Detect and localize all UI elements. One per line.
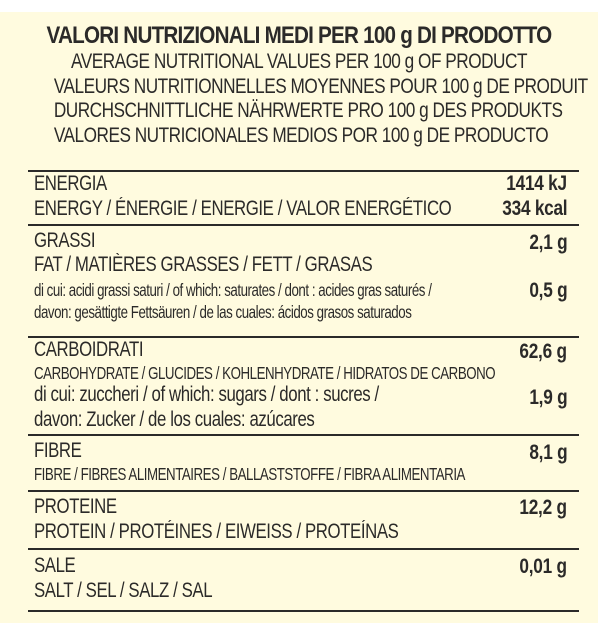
salt-label: SALE (34, 554, 76, 577)
fibre-value: 8,1 g (528, 441, 567, 464)
header-title-german: DURCHSCHNITTLICHE NÄHRWERTE PRO 100 g DES PRODUKTS (53, 99, 563, 122)
saturates-value: 0,5 g (528, 279, 567, 302)
energy-label: ENERGIA (34, 172, 107, 195)
protein-label: PROTEINE (34, 495, 117, 518)
sugars-label-line-2: davon: Zucker / de los cuales: azúcares (34, 408, 315, 431)
salt-value: 0,01 g (519, 555, 567, 578)
header-title-spanish: VALORES NUTRICIONALES MEDIOS POR 100 g DE PRODUCTO (53, 123, 549, 147)
fibre-label: FIBRE (34, 439, 82, 462)
header-title-english: AVERAGE NUTRITIONAL VALUES PER 100 g OF PRODUCT (71, 50, 527, 73)
carbohydrate-label: CARBOIDRATI (34, 338, 144, 361)
saturates-label-line-1: di cui: acidi grassi saturi / of which: saturates / dont : acides gras saturés / (34, 280, 432, 300)
salt-row (28, 550, 579, 610)
carbohydrate-label-translations: CARBOHYDRATE / GLUCIDES / KOHLENHYDRATE / HIDRATOS DE CARBONO (34, 363, 496, 383)
top-white-strip (0, 0, 598, 12)
fat-label-translations: FAT / MATIÈRES GRASSES / FETT / GRASAS (34, 253, 373, 276)
fibre-label-translations: FIBRE / FIBRES ALIMENTAIRES / BALLASTSTOFFE / FIBRA ALIMENTARIA (34, 464, 465, 484)
header-title: VALORI NUTRIZIONALI MEDI PER 100 g DI PRODOTTO (46, 22, 552, 49)
energy-row (28, 172, 579, 224)
fat-value: 2,1 g (528, 231, 567, 254)
energy-kcal-value: 334 kcal (501, 197, 567, 220)
fat-label: GRASSI (34, 229, 96, 252)
carbohydrate-row (28, 338, 579, 434)
sugars-value: 1,9 g (528, 386, 567, 409)
protein-value: 12,2 g (519, 496, 567, 519)
energy-kj-value: 1414 kJ (506, 172, 567, 195)
saturates-label-line-2: davon: gesättigte Fettsäuren / de las cuales: ácidos grasos saturados (34, 302, 412, 322)
protein-row (28, 492, 579, 548)
label-header (0, 22, 598, 148)
sugars-label-line-1: di cui: zuccheri / of which: sugars / dont : sucres / (34, 383, 379, 406)
fibre-row (28, 436, 579, 490)
nutrition-table (28, 170, 579, 612)
fat-row (28, 226, 579, 336)
carbohydrate-value: 62,6 g (519, 340, 567, 363)
header-title-french: VALEURS NUTRITIONNELLES MOYENNES POUR 100 g DE PRODUIT (53, 74, 588, 98)
energy-label-translations: ENERGY / ÉNERGIE / ENERGIE / VALOR ENERGÉTICO (34, 197, 452, 220)
protein-label-translations: PROTEIN / PROTÉINES / EIWEISS / PROTEÍNAS (34, 520, 399, 543)
salt-label-translations: SALT / SEL / SALZ / SAL (34, 579, 213, 602)
